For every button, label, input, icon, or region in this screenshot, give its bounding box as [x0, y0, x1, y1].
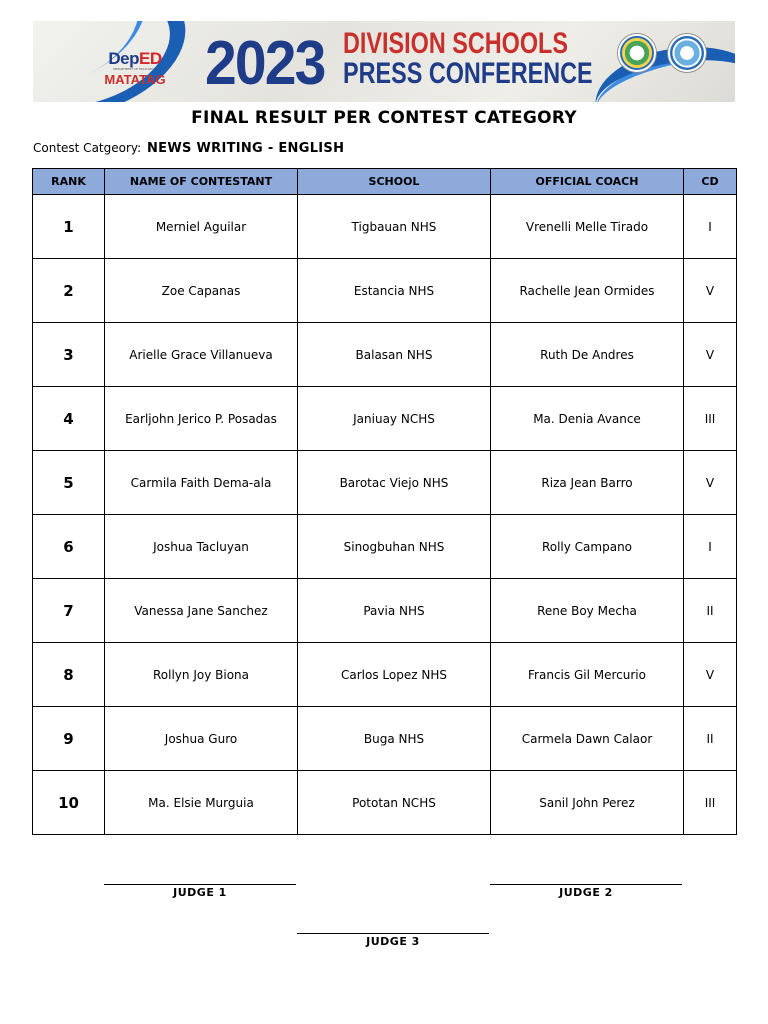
- rank-cell: 10: [33, 771, 105, 835]
- contest-category: [33, 141, 344, 156]
- banner-title-line1: DIVISION SCHOOLS: [343, 27, 568, 60]
- deped-logo-text-a: Dep: [108, 49, 139, 68]
- coach-cell: Rene Boy Mecha: [491, 579, 684, 643]
- contestant-cell: Ma. Elsie Murguia: [105, 771, 298, 835]
- coach-cell: Rolly Campano: [491, 515, 684, 579]
- rank-cell: 6: [33, 515, 105, 579]
- column-header-rank: RANK: [33, 169, 105, 195]
- table-row: [33, 579, 737, 643]
- table-header-row: [33, 169, 737, 195]
- column-header-coach: OFFICIAL COACH: [491, 169, 684, 195]
- coach-cell: Ma. Denia Avance: [491, 387, 684, 451]
- school-cell: Janiuay NCHS: [298, 387, 491, 451]
- division-seal-icon: [618, 34, 656, 72]
- school-cell: Pavia NHS: [298, 579, 491, 643]
- school-cell: Tigbauan NHS: [298, 195, 491, 259]
- rank-cell: 2: [33, 259, 105, 323]
- contestant-cell: Earljohn Jerico P. Posadas: [105, 387, 298, 451]
- coach-cell: Ruth De Andres: [491, 323, 684, 387]
- cd-cell: III: [684, 771, 737, 835]
- cd-cell: II: [684, 707, 737, 771]
- banner-swoosh-decoration: [589, 37, 735, 102]
- results-table: [32, 168, 737, 835]
- cd-cell: V: [684, 643, 737, 707]
- table-row: [33, 195, 737, 259]
- school-cell: Sinogbuhan NHS: [298, 515, 491, 579]
- contestant-cell: Carmila Faith Dema-ala: [105, 451, 298, 515]
- matatag-logo: MATATAG: [104, 72, 166, 87]
- rank-cell: 3: [33, 323, 105, 387]
- rank-cell: 8: [33, 643, 105, 707]
- school-cell: Pototan NCHS: [298, 771, 491, 835]
- coach-cell: Rachelle Jean Ormides: [491, 259, 684, 323]
- deped-logo: [95, 51, 175, 86]
- table-row: [33, 771, 737, 835]
- column-header-school: SCHOOL: [298, 169, 491, 195]
- category-label: Contest Catgeory:: [33, 141, 142, 155]
- coach-cell: Riza Jean Barro: [491, 451, 684, 515]
- judge-1-signature-line: JUDGE 1: [104, 884, 296, 899]
- banner-year: 2023: [205, 29, 325, 98]
- school-cell: Balasan NHS: [298, 323, 491, 387]
- rank-cell: 1: [33, 195, 105, 259]
- cd-cell: III: [684, 387, 737, 451]
- contestant-cell: Joshua Tacluyan: [105, 515, 298, 579]
- cd-cell: I: [684, 515, 737, 579]
- judge-3-signature-line: JUDGE 3: [297, 933, 489, 948]
- deped-logo-text-b: ED: [139, 49, 162, 68]
- column-header-cd: CD: [684, 169, 737, 195]
- table-row: [33, 451, 737, 515]
- contestant-cell: Rollyn Joy Biona: [105, 643, 298, 707]
- category-value: NEWS WRITING - ENGLISH: [147, 141, 345, 156]
- cd-cell: I: [684, 195, 737, 259]
- rank-cell: 4: [33, 387, 105, 451]
- cd-cell: V: [684, 259, 737, 323]
- page-title: FINAL RESULT PER CONTEST CATEGORY: [191, 108, 577, 128]
- school-seal-icon: [668, 34, 706, 72]
- banner-title: [343, 29, 593, 89]
- event-banner: [33, 21, 735, 102]
- contestant-cell: Vanessa Jane Sanchez: [105, 579, 298, 643]
- coach-cell: Francis Gil Mercurio: [491, 643, 684, 707]
- cd-cell: II: [684, 579, 737, 643]
- coach-cell: Vrenelli Melle Tirado: [491, 195, 684, 259]
- contestant-cell: Zoe Capanas: [105, 259, 298, 323]
- column-header-name: NAME OF CONTESTANT: [105, 169, 298, 195]
- school-cell: Buga NHS: [298, 707, 491, 771]
- table-row: [33, 387, 737, 451]
- coach-cell: Carmela Dawn Calaor: [491, 707, 684, 771]
- contestant-cell: Joshua Guro: [105, 707, 298, 771]
- contestant-cell: Merniel Aguilar: [105, 195, 298, 259]
- table-row: [33, 259, 737, 323]
- rank-cell: 5: [33, 451, 105, 515]
- cd-cell: V: [684, 451, 737, 515]
- table-row: [33, 643, 737, 707]
- coach-cell: Sanil John Perez: [491, 771, 684, 835]
- banner-title-line2: PRESS CONFERENCE: [343, 57, 593, 90]
- deped-logo-subtext: DEPARTMENT OF EDUCATION: [113, 67, 157, 71]
- table-row: [33, 515, 737, 579]
- contestant-cell: Arielle Grace Villanueva: [105, 323, 298, 387]
- judge-2-signature-line: JUDGE 2: [490, 884, 682, 899]
- table-row: [33, 323, 737, 387]
- rank-cell: 9: [33, 707, 105, 771]
- table-row: [33, 707, 737, 771]
- rank-cell: 7: [33, 579, 105, 643]
- school-cell: Carlos Lopez NHS: [298, 643, 491, 707]
- school-cell: Estancia NHS: [298, 259, 491, 323]
- cd-cell: V: [684, 323, 737, 387]
- school-cell: Barotac Viejo NHS: [298, 451, 491, 515]
